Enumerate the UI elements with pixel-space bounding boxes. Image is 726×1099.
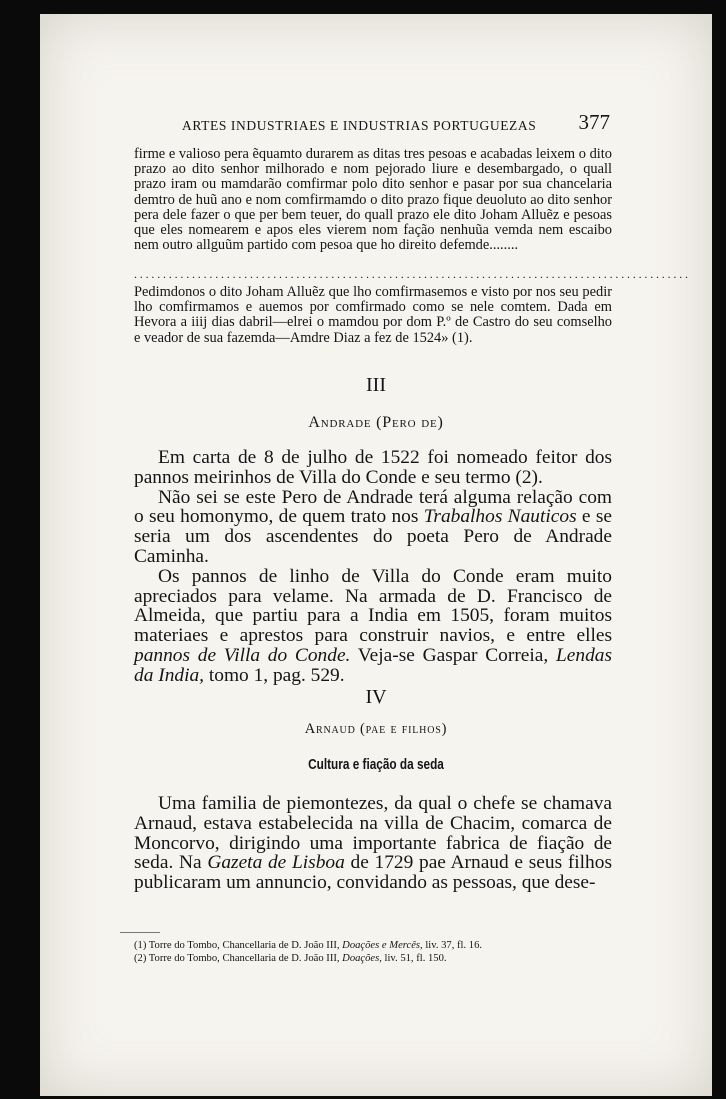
deed-paragraph-2 xyxy=(134,285,612,346)
deed-paragraph-1 xyxy=(134,147,612,253)
section-4-heading: Arnaud (pae e filhos) xyxy=(304,721,448,737)
section-3-paragraph-3: Os pannos de linho de Villa do Conde eram muito apreciados para velame. Na armada de D. Francisco de Almeida, que partiu para a India em 1505, foram muitos materiaes e aprestos para construir navios, e entre elles pannos de Villa do Conde. Veja-se Gaspar Correia, Lendas da India, tomo 1, pag. 529. xyxy=(134,565,613,686)
section-4-body xyxy=(134,794,612,893)
section-3-paragraph-1: Em carta de 8 de julho de 1522 foi nomeado feitor dos pannos meirinhos de Villa do Conde e seu termo (2). xyxy=(134,447,612,488)
section-3-heading: Andrade (Pero de) xyxy=(308,414,444,431)
footnotes xyxy=(134,940,612,965)
section-4-subheading: Cultura e fiação da seda xyxy=(308,757,444,773)
work-title: Lendas da India, xyxy=(134,644,613,686)
section-3-numeral: III xyxy=(366,374,386,396)
footnote-1: (1) Torre do Tombo, Chancellaria de D. João III, Doações e Mercês, liv. 37, fl. 16. xyxy=(134,940,483,951)
periodical-title: Gazeta de Lisboa xyxy=(207,852,345,874)
page-number: 377 xyxy=(578,110,610,134)
section-3-paragraph-2: Não sei se este Pero de Andrade terá alguma relação com o seu homonymo, de quem trato nos Trabalhos Nauticos e se seria um dos ascendentes do poeta Pero de Andrade Caminha. xyxy=(134,486,612,567)
footnote-rule xyxy=(120,932,160,933)
ellipsis-line: ................................................................................................ xyxy=(134,267,691,281)
work-title: Trabalhos Nauticos xyxy=(423,506,577,528)
book-page xyxy=(40,14,712,1096)
section-4-paragraph-1: Uma familia de piemontezes, da qual o chefe se chamava Arnaud, estava estabelecida na villa de Chacim, comarca de Moncorvo, dirigindo uma importante fabrica de fiação de seda. Na Gazeta de Lisboa de 1729 pae Arnaud e seus filhos publicaram um annuncio, convidando as pessoas, que dese- xyxy=(134,793,612,894)
section-3-body xyxy=(134,448,612,686)
footnote-2: (2) Torre do Tombo, Chancellaria de D. João III, Doações, liv. 51, fl. 150. xyxy=(134,952,447,964)
section-4-numeral: IV xyxy=(365,686,387,708)
running-header xyxy=(160,110,610,140)
deed-text-2: Pedimdonos o dito Joham Alluẽz que lho comfirmasemos e visto por nos seu pedir lho comfirmamos e auemos por comfirmado como se nele comtem. Dada em Hevora a iiij dias dabril—elrei o mamdou por dom P.º de Castro do seu comselho e veador de sua fazemda—Amdre Diaz a fez de 1524» (1). xyxy=(134,284,612,346)
running-title: ARTES INDUSTRIAES E INDUSTRIAS PORTUGUEZAS xyxy=(182,118,537,133)
deed-text-1: firme e valioso pera ẽquamto durarem as ditas tres pesoas e acabadas leixem o dito prazo ao dito senhor milhorado e nom pejorado liure e desembargado, o quall prazo iram ou mamdarão comfirmar polo dito senhor e pasar por sua chancelaria demtro de huũ ano e nom comfirmamdo o dito prazo fique deuoluto ao dito senhor pera dele fazer o que per bem teuer, do quall prazo ele dito Joham Alluẽz e pesoas que eles nomearem e apos eles vierem nom fação nenhuũa vemda nem escaibo nem outro allguũm partido com pesoa que ho direito defemde........ xyxy=(134,146,612,254)
